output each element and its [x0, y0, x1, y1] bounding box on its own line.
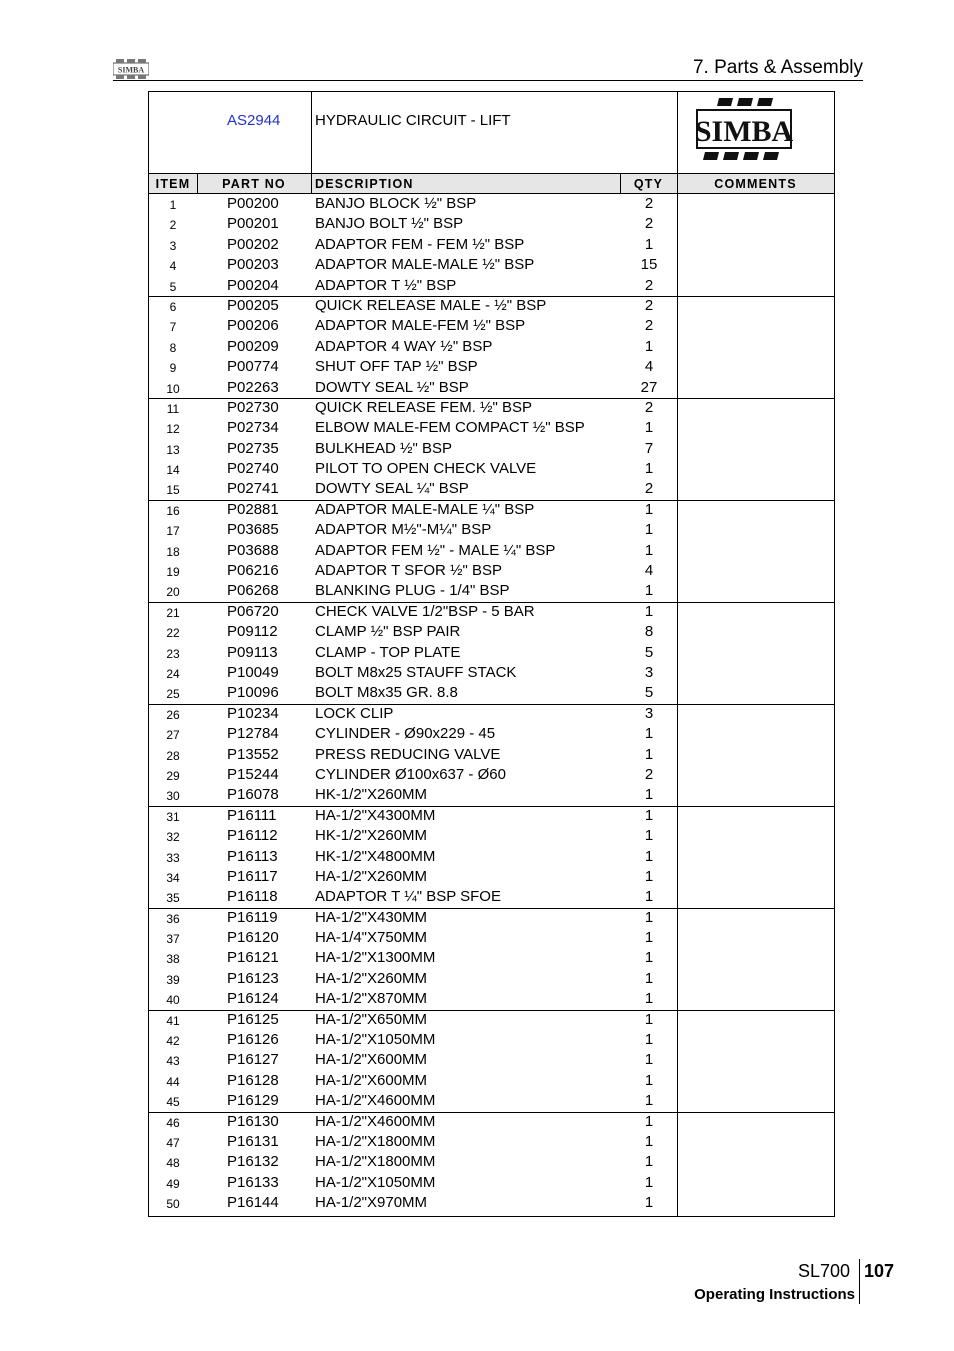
quantity: 1	[644, 1031, 654, 1049]
quantity: 2	[644, 215, 654, 233]
part-number: P00201	[227, 215, 279, 233]
item-number: 12	[166, 422, 180, 437]
item-number: 4	[169, 259, 177, 274]
quantity: 1	[644, 990, 654, 1008]
table-row	[149, 867, 834, 887]
page-number: 107	[864, 1261, 895, 1281]
header-rule	[113, 80, 863, 81]
table-row	[149, 194, 834, 214]
quantity: 1	[644, 745, 654, 763]
part-description: HA-1/2"X870MM	[315, 990, 428, 1008]
col-qty-header: QTY	[633, 177, 664, 191]
item-number: 27	[166, 728, 180, 743]
part-description: BOLT M8x25 STAUFF STACK	[315, 663, 517, 681]
part-number: P16113	[227, 847, 278, 865]
part-number: P03685	[227, 521, 279, 539]
table-row	[149, 378, 834, 398]
item-number: 33	[166, 850, 180, 865]
column-header-row	[149, 173, 834, 194]
table-row	[149, 969, 834, 989]
part-description: ADAPTOR T ¼" BSP SFOE	[315, 888, 501, 906]
quantity: 1	[644, 1194, 654, 1212]
part-description: HA-1/2"X600MM	[315, 1051, 428, 1069]
quantity: 2	[644, 398, 654, 416]
item-number: 1	[169, 198, 177, 212]
quantity: 1	[644, 1132, 654, 1150]
quantity: 2	[644, 765, 654, 783]
quantity: 2	[644, 296, 654, 314]
quantity: 4	[644, 358, 654, 376]
table-row	[149, 704, 834, 724]
part-number: P03688	[227, 541, 279, 559]
table-row	[149, 1010, 834, 1030]
item-number: 26	[166, 707, 180, 722]
part-number: P00200	[227, 195, 279, 212]
part-description: BLANKING PLUG - 1/4" BSP	[315, 582, 510, 600]
table-row	[149, 520, 834, 540]
item-number: 7	[169, 320, 177, 335]
table-row	[149, 622, 834, 642]
quantity: 1	[644, 969, 654, 987]
part-description: HK-1/2"X260MM	[315, 827, 428, 845]
model-number: SL700	[798, 1261, 851, 1281]
quantity: 2	[644, 317, 654, 335]
table-row	[149, 847, 834, 867]
table-row	[149, 683, 834, 703]
part-number: P16127	[227, 1051, 279, 1069]
table-row	[149, 296, 834, 316]
item-number: 13	[166, 442, 180, 457]
part-number: P16144	[227, 1194, 279, 1212]
quantity: 7	[644, 439, 654, 457]
part-number: P16126	[227, 1031, 279, 1049]
part-description: HK-1/2"X4800MM	[315, 847, 436, 865]
part-number: P00203	[227, 256, 279, 274]
brand-logo-small-text: SIMBA	[117, 65, 145, 75]
part-description: ADAPTOR MALE-MALE ½" BSP	[315, 256, 535, 274]
quantity: 15	[640, 256, 658, 274]
part-number: P06216	[227, 562, 279, 580]
item-number: 23	[166, 646, 180, 661]
part-number: P02263	[227, 378, 279, 396]
part-description: CYLINDER - Ø90x229 - 45	[315, 725, 496, 743]
quantity: 1	[644, 1112, 654, 1130]
part-number: P16132	[227, 1153, 279, 1171]
item-number: 29	[166, 768, 180, 783]
part-description: HA-1/4"X750MM	[315, 929, 428, 947]
part-description: HA-1/2"X970MM	[315, 1194, 428, 1212]
table-row	[149, 1050, 834, 1070]
quantity: 1	[644, 888, 654, 906]
table-row	[149, 745, 834, 765]
quantity: 2	[644, 195, 654, 212]
part-description: HA-1/2"X650MM	[315, 1010, 428, 1028]
col-part-header: PART NO	[222, 177, 286, 191]
part-description: HA-1/2"X1050MM	[315, 1173, 436, 1191]
table-row	[149, 561, 834, 581]
part-description: BULKHEAD ½" BSP	[315, 439, 453, 457]
item-number: 22	[166, 626, 180, 641]
table-row	[149, 1091, 834, 1111]
part-number: P16124	[227, 990, 279, 1008]
quantity: 1	[644, 1010, 654, 1028]
quantity: 1	[644, 602, 654, 620]
item-number: 46	[166, 1115, 180, 1130]
item-number: 11	[166, 401, 180, 416]
part-number: P16119	[227, 908, 278, 926]
item-number: 50	[166, 1197, 180, 1212]
quantity: 1	[644, 908, 654, 926]
part-description: HK-1/2"X260MM	[315, 786, 428, 804]
quantity: 1	[644, 847, 654, 865]
part-number: P09112	[227, 623, 278, 641]
table-row	[149, 255, 834, 275]
item-number: 35	[166, 891, 180, 906]
item-number: 17	[166, 524, 180, 539]
item-number: 24	[166, 666, 180, 681]
part-description: SHUT OFF TAP ½" BSP	[315, 358, 478, 376]
quantity: 1	[644, 827, 654, 845]
item-number: 19	[166, 565, 180, 580]
part-number: P16112	[227, 827, 278, 845]
quantity: 1	[644, 460, 654, 478]
quantity: 1	[644, 1153, 654, 1171]
table-row	[149, 1071, 834, 1091]
item-number: 3	[169, 238, 177, 253]
col-desc-header: DESCRIPTION	[315, 177, 414, 191]
part-number: P16131	[227, 1132, 279, 1150]
table-row	[149, 581, 834, 601]
item-number: 44	[166, 1074, 180, 1089]
part-description: ELBOW MALE-FEM COMPACT ½" BSP	[315, 419, 585, 437]
part-number: P00205	[227, 296, 279, 314]
brand-logo-small	[113, 59, 149, 79]
table-row	[149, 1030, 834, 1050]
quantity: 1	[644, 582, 654, 600]
item-number: 36	[166, 911, 180, 926]
table-row	[149, 541, 834, 561]
quantity: 2	[644, 276, 654, 294]
part-number: P00202	[227, 235, 279, 253]
table-row	[149, 357, 834, 377]
table-row	[149, 806, 834, 826]
part-number: P16118	[227, 888, 278, 906]
part-number: P16078	[227, 786, 279, 804]
title-divider	[311, 92, 312, 174]
part-number: P02735	[227, 439, 279, 457]
part-description: ADAPTOR 4 WAY ½" BSP	[315, 337, 493, 355]
part-number: P10049	[227, 663, 279, 681]
quantity: 1	[644, 1071, 654, 1089]
part-number: P00774	[227, 358, 279, 376]
quantity: 5	[644, 684, 654, 702]
item-number: 9	[169, 361, 177, 376]
part-description: ADAPTOR MALE-FEM ½" BSP	[315, 317, 526, 335]
part-description: HA-1/2"X430MM	[315, 908, 428, 926]
part-description: DOWTY SEAL ½" BSP	[315, 378, 469, 396]
part-description: ADAPTOR FEM ½" - MALE ¼" BSP	[315, 541, 556, 559]
part-number: P02730	[227, 398, 279, 416]
part-number: P13552	[227, 745, 279, 763]
table-row	[149, 928, 834, 948]
table-row	[149, 418, 834, 438]
item-number: 30	[166, 789, 180, 804]
col-comments-header: COMMENTS	[714, 177, 797, 191]
parts-table-body	[149, 194, 834, 1214]
item-number: 34	[166, 870, 180, 885]
item-number: 8	[169, 340, 177, 355]
part-number: P09113	[227, 643, 278, 661]
part-description: HA-1/2"X1800MM	[315, 1153, 436, 1171]
part-description: HA-1/2"X1300MM	[315, 949, 436, 967]
table-row	[149, 316, 834, 336]
document-subtitle: Operating Instructions	[694, 1286, 855, 1303]
part-number: P15244	[227, 765, 279, 783]
quantity: 27	[640, 378, 658, 396]
brand-logo-text: SIMBA	[695, 115, 793, 148]
footer-divider	[859, 1259, 860, 1304]
table-row	[149, 500, 834, 520]
item-number: 39	[166, 972, 180, 987]
table-row	[149, 439, 834, 459]
quantity: 1	[644, 419, 654, 437]
item-number: 16	[166, 503, 180, 518]
table-row	[149, 643, 834, 663]
item-number: 28	[166, 748, 180, 763]
table-row	[149, 1173, 834, 1193]
item-number: 31	[166, 809, 180, 824]
item-number: 5	[169, 279, 177, 294]
quantity: 1	[644, 235, 654, 253]
part-number: P10096	[227, 684, 279, 702]
part-description: ADAPTOR M½"-M¼" BSP	[315, 521, 492, 539]
part-number: P06268	[227, 582, 279, 600]
item-number: 48	[166, 1156, 180, 1171]
item-number: 2	[169, 218, 177, 233]
part-number: P02734	[227, 419, 279, 437]
part-description: HA-1/2"X4600MM	[315, 1112, 436, 1130]
part-description: CLAMP ½" BSP PAIR	[315, 623, 461, 641]
part-number: P02881	[227, 500, 279, 518]
quantity: 1	[644, 867, 654, 885]
part-number: P16125	[227, 1010, 279, 1028]
part-description: CHECK VALVE 1/2"BSP - 5 BAR	[315, 602, 535, 620]
table-row	[149, 337, 834, 357]
item-number: 47	[166, 1135, 180, 1150]
quantity: 3	[644, 704, 654, 722]
item-number: 6	[169, 299, 177, 314]
item-number: 18	[166, 544, 180, 559]
item-number: 20	[166, 585, 180, 600]
quantity: 1	[644, 1173, 654, 1191]
table-row	[149, 479, 834, 499]
table-row	[149, 1112, 834, 1132]
part-description: DOWTY SEAL ¼" BSP	[315, 480, 469, 498]
quantity: 1	[644, 949, 654, 967]
item-number: 14	[166, 463, 180, 478]
quantity: 1	[644, 806, 654, 824]
item-number: 32	[166, 830, 180, 845]
table-row	[149, 663, 834, 683]
part-description: CYLINDER Ø100x637 - Ø60	[315, 765, 506, 783]
quantity: 3	[644, 663, 654, 681]
item-number: 45	[166, 1095, 180, 1110]
table-row	[149, 948, 834, 968]
table-row	[149, 398, 834, 418]
part-description: HA-1/2"X600MM	[315, 1071, 428, 1089]
item-number: 37	[166, 932, 180, 947]
quantity: 2	[644, 480, 654, 498]
quantity: 1	[644, 337, 654, 355]
quantity: 1	[644, 929, 654, 947]
item-number: 21	[166, 605, 180, 620]
assembly-title-block	[149, 92, 834, 174]
part-description: HA-1/2"X4300MM	[315, 806, 436, 824]
part-description: QUICK RELEASE FEM. ½" BSP	[315, 398, 533, 416]
table-row	[149, 1193, 834, 1213]
table-row	[149, 826, 834, 846]
table-row	[149, 276, 834, 296]
part-description: BANJO BOLT ½" BSP	[315, 215, 464, 233]
item-number: 40	[166, 993, 180, 1008]
table-row	[149, 214, 834, 234]
table-row	[149, 1132, 834, 1152]
part-number: P00206	[227, 317, 279, 335]
part-number: P16123	[227, 969, 279, 987]
part-number: P16117	[227, 867, 278, 885]
part-number: P16120	[227, 929, 279, 947]
table-row	[149, 459, 834, 479]
part-number: P00209	[227, 337, 279, 355]
table-row	[149, 602, 834, 622]
brand-logo	[695, 98, 793, 162]
table-row	[149, 989, 834, 1009]
parts-sheet	[148, 91, 835, 1217]
part-description: BANJO BLOCK ½" BSP	[315, 195, 477, 212]
table-row	[149, 765, 834, 785]
col-item-header: ITEM	[155, 177, 191, 191]
item-number: 42	[166, 1034, 180, 1049]
part-description: ADAPTOR FEM - FEM ½" BSP	[315, 235, 525, 253]
quantity: 5	[644, 643, 654, 661]
quantity: 8	[644, 623, 654, 641]
part-number: P16133	[227, 1173, 279, 1191]
part-number: P12784	[227, 725, 279, 743]
part-number: P02741	[227, 480, 279, 498]
part-number: P16111	[227, 806, 277, 824]
table-row	[149, 235, 834, 255]
title-divider	[677, 92, 678, 174]
part-number: P16121	[227, 949, 279, 967]
part-number: P00204	[227, 276, 279, 294]
quantity: 1	[644, 500, 654, 518]
part-description: HA-1/2"X260MM	[315, 969, 428, 987]
part-description: LOCK CLIP	[315, 704, 394, 722]
part-description: BOLT M8x35 GR. 8.8	[315, 684, 458, 702]
quantity: 1	[644, 541, 654, 559]
part-number: P16129	[227, 1092, 279, 1110]
part-number: P16128	[227, 1071, 279, 1089]
part-description: CLAMP - TOP PLATE	[315, 643, 461, 661]
quantity: 1	[644, 521, 654, 539]
item-number: 49	[166, 1176, 180, 1191]
table-row	[149, 724, 834, 744]
table-row	[149, 908, 834, 928]
part-number: P06720	[227, 602, 279, 620]
quantity: 1	[644, 786, 654, 804]
item-number: 25	[166, 687, 180, 702]
part-description: HA-1/2"X1800MM	[315, 1132, 436, 1150]
part-number: P16130	[227, 1112, 279, 1130]
part-description: QUICK RELEASE MALE - ½" BSP	[315, 296, 547, 314]
part-number: P02740	[227, 460, 279, 478]
part-description: HA-1/2"X4600MM	[315, 1092, 436, 1110]
item-number: 15	[166, 483, 180, 498]
part-description: HA-1/2"X1050MM	[315, 1031, 436, 1049]
part-description: ADAPTOR T SFOR ½" BSP	[315, 562, 503, 580]
quantity: 1	[644, 725, 654, 743]
part-description: PRESS REDUCING VALVE	[315, 745, 501, 763]
part-number: P10234	[227, 704, 279, 722]
item-number: 43	[166, 1054, 180, 1069]
table-row	[149, 1152, 834, 1172]
part-description: HA-1/2"X260MM	[315, 867, 428, 885]
section-title: 7. Parts & Assembly	[692, 57, 863, 78]
item-number: 41	[166, 1013, 180, 1028]
part-description: ADAPTOR T ½" BSP	[315, 276, 457, 294]
quantity: 1	[644, 1051, 654, 1069]
part-description: PILOT TO OPEN CHECK VALVE	[315, 460, 537, 478]
assembly-description: HYDRAULIC CIRCUIT - LIFT	[315, 112, 511, 129]
quantity: 4	[644, 562, 654, 580]
item-number: 38	[166, 952, 180, 967]
item-number: 10	[166, 381, 180, 396]
quantity: 1	[644, 1092, 654, 1110]
table-row	[149, 887, 834, 907]
part-description: ADAPTOR MALE-MALE ¼" BSP	[315, 500, 535, 518]
assembly-number: AS2944	[227, 112, 281, 129]
table-row	[149, 785, 834, 805]
